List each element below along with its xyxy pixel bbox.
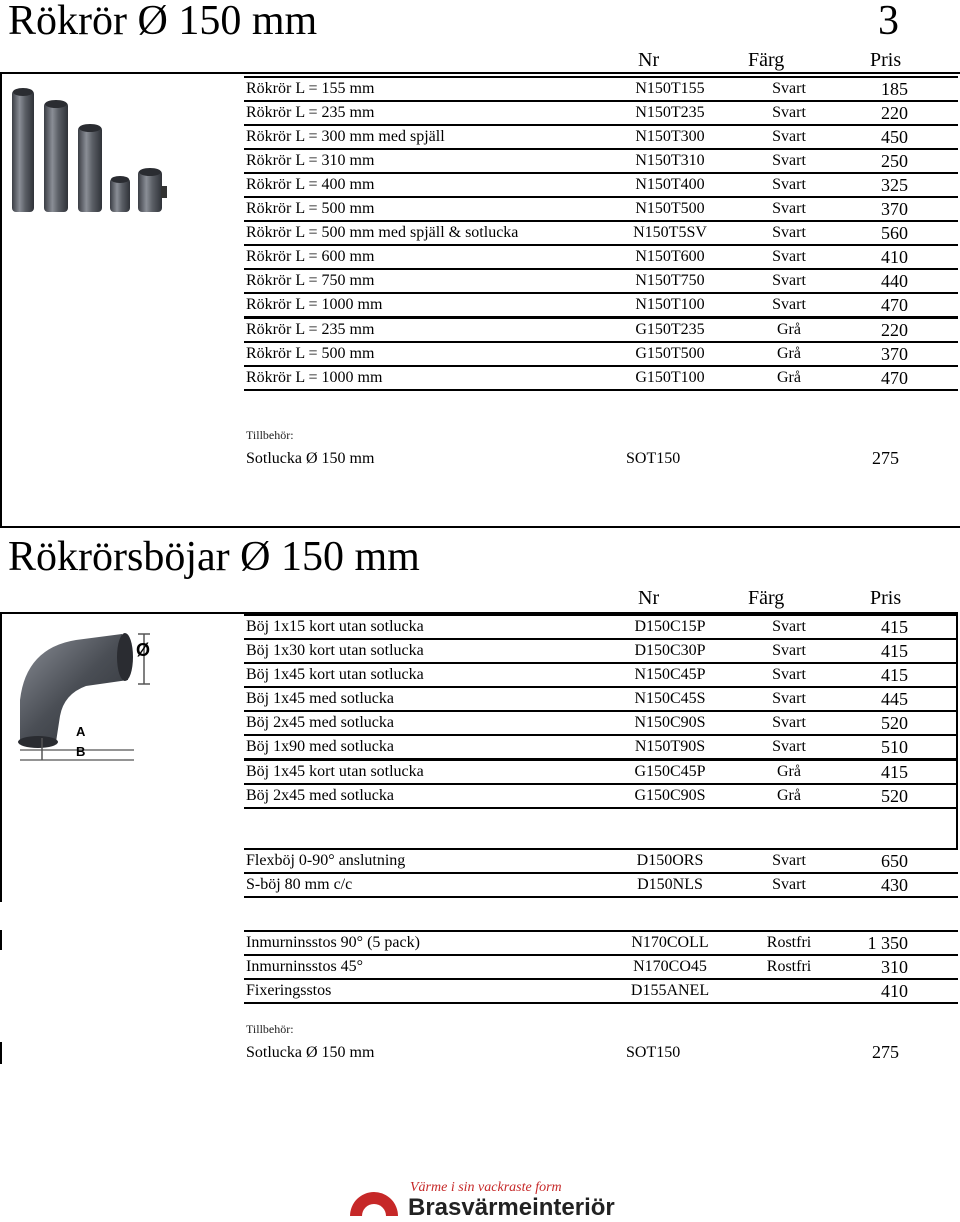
product-price: 325 (846, 173, 958, 197)
product-price: 510 (846, 735, 958, 760)
product-nr: D150ORS (608, 849, 732, 873)
product-price: 415 (846, 760, 958, 785)
product-color: Rostfri (732, 955, 846, 979)
product-name: Böj 2x45 med sotlucka (244, 711, 608, 735)
product-color: Svart (732, 735, 846, 760)
product-color: Svart (732, 663, 846, 687)
product-nr: N150T400 (608, 173, 732, 197)
product-name: Rökrör L = 750 mm (244, 269, 608, 293)
col-farg-header-2: Färg (748, 587, 785, 609)
table-row (244, 245, 958, 269)
product-color: Svart (732, 873, 846, 897)
product-nr: D150NLS (608, 873, 732, 897)
product-nr: N150C90S (608, 711, 732, 735)
product-name: Rökrör L = 310 mm (244, 149, 608, 173)
product-name: Rökrör L = 1000 mm (244, 366, 608, 390)
table-row (244, 639, 958, 663)
flex-table (244, 848, 958, 898)
product-nr: N150T500 (608, 197, 732, 221)
col-nr-header: Nr (638, 49, 660, 71)
table-row (244, 149, 958, 173)
product-name: Rökrör L = 235 mm (244, 318, 608, 343)
product-name: Inmurninsstos 45° (244, 955, 608, 979)
brand-logo (346, 1182, 402, 1216)
product-color: Svart (732, 687, 846, 711)
product-color: Svart (732, 615, 846, 639)
product-price: 450 (846, 125, 958, 149)
table-row (244, 735, 958, 760)
section2-left-bar-2 (0, 930, 2, 950)
product-name: Inmurninsstos 90° (5 pack) (244, 931, 608, 955)
product-name: Rökrör L = 600 mm (244, 245, 608, 269)
product-price: 650 (846, 849, 958, 873)
table-row (244, 269, 958, 293)
accessory-name: Sotlucka Ø 150 mm (246, 450, 375, 467)
table-row (244, 125, 958, 149)
product-color: Grå (732, 342, 846, 366)
product-color (732, 979, 846, 1003)
product-nr: N150T310 (608, 149, 732, 173)
product-price: 430 (846, 873, 958, 897)
table-row (244, 221, 958, 245)
stos-table (244, 930, 958, 1004)
product-color: Grå (732, 366, 846, 390)
product-color: Svart (732, 77, 846, 101)
table-row (244, 955, 958, 979)
table-row (244, 663, 958, 687)
product-price: 185 (846, 77, 958, 101)
page-number: 3 (878, 0, 899, 44)
table-row (244, 979, 958, 1003)
product-name: Rökrör L = 1000 mm (244, 293, 608, 318)
product-name: Böj 1x15 kort utan sotlucka (244, 615, 608, 639)
product-price: 415 (846, 639, 958, 663)
product-name: Böj 1x30 kort utan sotlucka (244, 639, 608, 663)
product-color: Svart (732, 711, 846, 735)
accessories-label: Tillbehör: (246, 428, 294, 442)
product-name: Böj 2x45 med sotlucka (244, 784, 608, 808)
product-name: Böj 1x45 med sotlucka (244, 687, 608, 711)
table-row (244, 173, 958, 197)
product-nr: N150T300 (608, 125, 732, 149)
product-nr: D150C30P (608, 639, 732, 663)
product-color: Grå (732, 760, 846, 785)
product-color: Svart (732, 245, 846, 269)
product-color: Svart (732, 125, 846, 149)
product-price: 440 (846, 269, 958, 293)
product-name: Rökrör L = 500 mm med spjäll & sotlucka (244, 221, 608, 245)
product-color: Svart (732, 639, 846, 663)
table-row (244, 849, 958, 873)
table-row (244, 101, 958, 125)
accessories-label-2: Tillbehör: (246, 1022, 294, 1036)
product-price: 1 350 (846, 931, 958, 955)
table-row (244, 318, 958, 343)
table-row (244, 293, 958, 318)
accessory-price-2: 275 (872, 1042, 899, 1062)
elbows-table (244, 614, 958, 809)
product-nr: G150C90S (608, 784, 732, 808)
product-name: Rökrör L = 500 mm (244, 197, 608, 221)
accessory-nr: SOT150 (626, 450, 681, 467)
product-price: 250 (846, 149, 958, 173)
table-row (244, 197, 958, 221)
product-name: Rökrör L = 155 mm (244, 77, 608, 101)
product-nr: D155ANEL (608, 979, 732, 1003)
product-name: Böj 1x90 med sotlucka (244, 735, 608, 760)
product-nr: D150C15P (608, 615, 732, 639)
product-price: 220 (846, 101, 958, 125)
diagram-a-label: A (76, 724, 86, 739)
product-color: Grå (732, 784, 846, 808)
product-price: 445 (846, 687, 958, 711)
product-price: 310 (846, 955, 958, 979)
product-price: 370 (846, 197, 958, 221)
product-name: Rökrör L = 400 mm (244, 173, 608, 197)
section2-left-bar-3 (0, 1042, 2, 1064)
product-price: 470 (846, 293, 958, 318)
section2-left-bar (0, 612, 2, 902)
footer-brand: Brasvärmeinteriör (408, 1194, 615, 1221)
tubes-table (244, 76, 958, 391)
table-row (244, 873, 958, 897)
accessory-price: 275 (872, 448, 899, 468)
section-title: Rökrörsböjar Ø 150 mm (8, 534, 420, 580)
table-row (244, 760, 958, 785)
product-nr: N150T90S (608, 735, 732, 760)
table-row (244, 931, 958, 955)
diagram-b-label: B (76, 744, 86, 759)
product-color: Svart (732, 269, 846, 293)
product-name: Rökrör L = 300 mm med spjäll (244, 125, 608, 149)
product-color: Grå (732, 318, 846, 343)
product-color: Rostfri (732, 931, 846, 955)
col-nr-header-2: Nr (638, 587, 660, 609)
product-nr: N170COLL (608, 931, 732, 955)
product-name: Böj 1x45 kort utan sotlucka (244, 663, 608, 687)
product-price: 220 (846, 318, 958, 343)
product-name: Fixeringsstos (244, 979, 608, 1003)
table-row (244, 615, 958, 639)
product-price: 520 (846, 784, 958, 808)
product-price: 410 (846, 979, 958, 1003)
product-name: Flexböj 0-90° anslutning (244, 849, 608, 873)
table-row (244, 711, 958, 735)
col-pris-header-2: Pris (870, 587, 902, 609)
table-row (244, 784, 958, 808)
table-row (244, 342, 958, 366)
col-pris-header: Pris (870, 49, 902, 71)
product-nr: G150C45P (608, 760, 732, 785)
product-name: Rökrör L = 235 mm (244, 101, 608, 125)
product-color: Svart (732, 197, 846, 221)
page-title: Rökrör Ø 150 mm (8, 0, 318, 44)
product-price: 470 (846, 366, 958, 390)
product-nr: G150T500 (608, 342, 732, 366)
product-nr: N150T235 (608, 101, 732, 125)
product-price: 520 (846, 711, 958, 735)
diagram-diameter-label: Ø (136, 640, 151, 660)
product-name: S-böj 80 mm c/c (244, 873, 608, 897)
product-nr: G150T100 (608, 366, 732, 390)
product-nr: G150T235 (608, 318, 732, 343)
product-price: 410 (846, 245, 958, 269)
product-nr: N150T750 (608, 269, 732, 293)
product-price: 560 (846, 221, 958, 245)
product-color: Svart (732, 149, 846, 173)
col-farg-header: Färg (748, 49, 785, 71)
product-nr: N150T5SV (608, 221, 732, 245)
product-price: 370 (846, 342, 958, 366)
table-row (244, 77, 958, 101)
table-row (244, 687, 958, 711)
product-price: 415 (846, 615, 958, 639)
accessory-name-2: Sotlucka Ø 150 mm (246, 1044, 375, 1061)
product-nr: N150C45P (608, 663, 732, 687)
pipes-image (8, 86, 178, 216)
product-color: Svart (732, 221, 846, 245)
product-nr: N150T600 (608, 245, 732, 269)
product-nr: N150C45S (608, 687, 732, 711)
product-name: Rökrör L = 500 mm (244, 342, 608, 366)
product-color: Svart (732, 849, 846, 873)
accessory-nr-2: SOT150 (626, 1044, 681, 1061)
table-row (244, 366, 958, 390)
footer-slogan: Värme i sin vackraste form (410, 1180, 562, 1195)
product-color: Svart (732, 101, 846, 125)
product-color: Svart (732, 293, 846, 318)
product-color: Svart (732, 173, 846, 197)
product-nr: N150T155 (608, 77, 732, 101)
product-nr: N150T100 (608, 293, 732, 318)
product-price: 415 (846, 663, 958, 687)
product-nr: N170CO45 (608, 955, 732, 979)
product-name: Böj 1x45 kort utan sotlucka (244, 760, 608, 785)
